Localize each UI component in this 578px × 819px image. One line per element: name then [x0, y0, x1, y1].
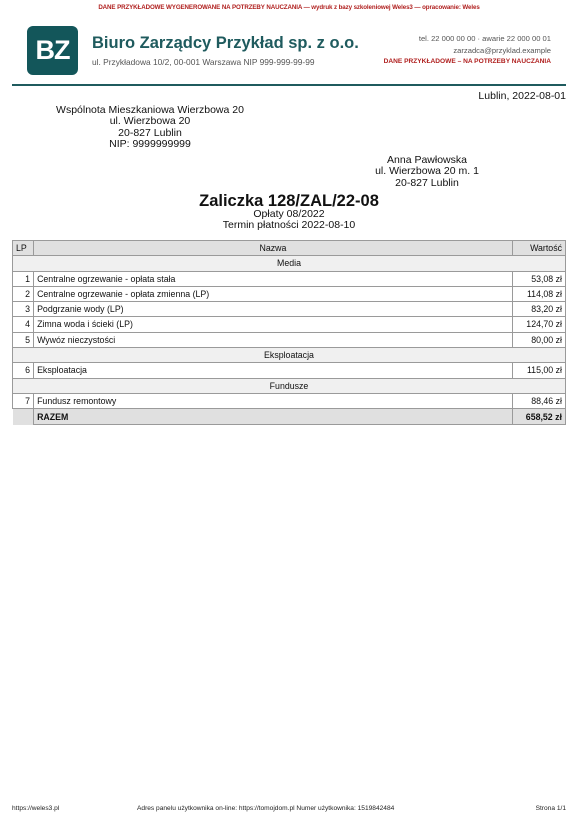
company-logo: BZ — [27, 26, 78, 75]
row-lp: 1 — [13, 271, 34, 286]
total-label: RAZEM — [34, 409, 513, 425]
footer-user-panel-info: Adres panelu użytkownika on-line: https://tomojdom.pl Numer użytkownika: 1519842484 — [137, 805, 395, 812]
contact-phone: tel. 22 000 00 00 · awarie 22 000 00 01 — [418, 34, 551, 43]
payment-due: Termin płatności 2022-08-10 — [222, 219, 356, 231]
table-header-row — [13, 241, 566, 256]
total-value: 658,52 zł — [512, 409, 565, 425]
total-row — [13, 409, 566, 425]
section-label: Media — [13, 256, 566, 271]
section-label: Eksploatacja — [13, 348, 566, 363]
contact-block — [384, 33, 551, 68]
sender-block — [55, 105, 245, 150]
contact-note: DANE PRZYKŁADOWE – NA POTRZEBY NAUCZANIA — [383, 58, 551, 65]
section-row — [13, 348, 566, 363]
row-lp: 5 — [13, 332, 34, 347]
document-subtitle: Opłaty 08/2022 — [253, 208, 325, 220]
contact-email: zarzadca@przyklad.example — [453, 45, 551, 55]
column-header-value: Wartość — [512, 241, 565, 256]
section-label: Fundusze — [13, 378, 566, 393]
column-header-name: Nazwa — [34, 241, 513, 256]
row-name: Fundusz remontowy — [34, 393, 513, 408]
recipient-line: ul. Wierzbowa 20 m. 1 — [375, 165, 479, 178]
row-name: Wywóz nieczystości — [34, 332, 513, 347]
row-value: 88,46 zł — [512, 393, 565, 408]
recipient-line: 20-827 Lublin — [395, 176, 459, 189]
row-lp: 4 — [13, 317, 34, 332]
row-value: 114,08 zł — [512, 286, 565, 301]
table-row — [13, 302, 566, 317]
table-row — [13, 286, 566, 301]
total-spacer — [13, 409, 34, 425]
sender-line: NIP: 9999999999 — [109, 137, 191, 150]
table-row — [13, 317, 566, 332]
document-date: Lublin, 2022-08-01 — [478, 90, 566, 102]
table-row — [13, 363, 566, 378]
table-row — [13, 271, 566, 286]
row-value: 80,00 zł — [512, 332, 565, 347]
charges-table — [12, 240, 566, 425]
row-lp: 2 — [13, 286, 34, 301]
sender-line: 20-827 Lublin — [118, 126, 182, 139]
footer-page-number: Strona 1/1 — [535, 805, 566, 812]
column-header-lp: LP — [13, 241, 34, 256]
section-row — [13, 378, 566, 393]
company-name: Biuro Zarządcy Przykład sp. z o.o. — [92, 34, 359, 52]
sender-line: ul. Wierzbowa 20 — [109, 115, 191, 128]
company-address: ul. Przykładowa 10/2, 00-001 Warszawa NIP 999-999-99-99 — [92, 57, 315, 67]
table-row — [13, 332, 566, 347]
row-value: 53,08 zł — [512, 271, 565, 286]
row-value: 124,70 zł — [512, 317, 565, 332]
row-value: 83,20 zł — [512, 302, 565, 317]
table-row — [13, 393, 566, 408]
header-divider — [12, 84, 566, 86]
row-name: Centralne ogrzewanie - opłata zmienna (LP) — [34, 286, 513, 301]
row-name: Centralne ogrzewanie - opłata stała — [34, 271, 513, 286]
recipient-line: Anna Pawłowska — [387, 154, 467, 166]
recipient-block — [347, 155, 507, 189]
row-name: Eksploatacja — [34, 363, 513, 378]
row-value: 115,00 zł — [512, 363, 565, 378]
sender-line: Wspólnota Mieszkaniowa Wierzbowa 20 — [56, 104, 244, 116]
row-name: Podgrzanie wody (LP) — [34, 302, 513, 317]
row-lp: 3 — [13, 302, 34, 317]
top-note: DANE PRZYKŁADOWE WYGENEROWANE NA POTRZEBY NAUCZANIA — wydruk z bazy szkoleniowej Weles3 — opracowanie: Weles — [98, 4, 480, 11]
row-lp: 7 — [13, 393, 34, 408]
footer-website-link[interactable]: https://weles3.pl — [12, 805, 60, 812]
document-title: Zaliczka 128/ZAL/22-08 — [199, 192, 379, 210]
row-lp: 6 — [13, 363, 34, 378]
section-row — [13, 256, 566, 271]
row-name: Zimna woda i ścieki (LP) — [34, 317, 513, 332]
